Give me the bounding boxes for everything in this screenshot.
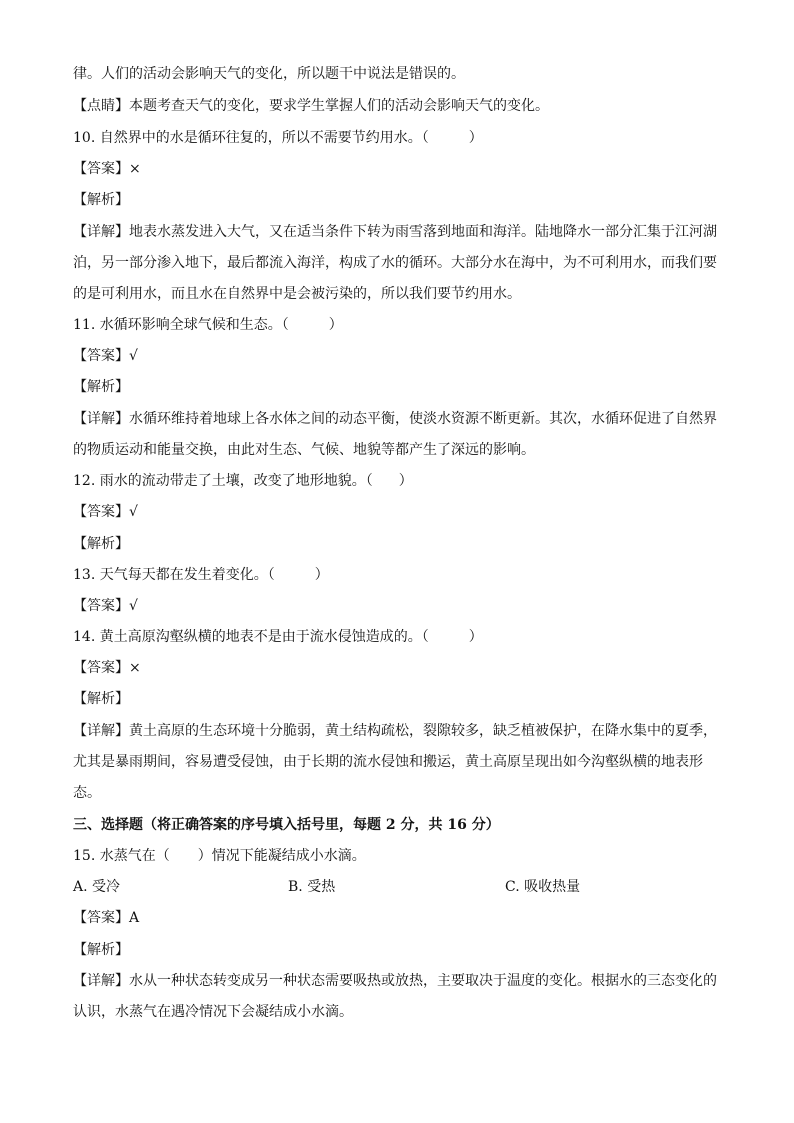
question-text: 10. 自然界中的水是循环往复的，所以不需要节约用水。（ [73,130,429,146]
answer-line: 【答案】√ [73,504,138,520]
detail-line: 【详解】黄土高原的生态环境十分脆弱，黄土结构疏松，裂隙较多，缺乏植被保护，在降水集中的夏季， [73,723,717,739]
question-14 [73,627,483,647]
question-text: 13. 天气每天都在发生着变化。（ [73,567,275,583]
question-bracket: ） [398,473,413,489]
answer-line: 【答案】A [73,910,140,926]
question-15: 15. 水蒸气在（ ）情况下能凝结成小水滴。 [73,848,366,864]
question-10 [73,128,483,148]
tip-line: 【点睛】本题考查天气的变化，要求学生掌握人们的活动会影响天气的变化。 [73,98,549,114]
option-c: C. 吸收热量 [505,879,581,895]
option-a: A. 受冷 [73,879,121,895]
analysis-label: 【解析】 [73,691,129,707]
question-text: 12. 雨水的流动带走了土壤，改变了地形地貌。（ [73,473,373,489]
paragraph-line: 律。人们的活动会影响天气的变化，所以题干中说法是错误的。 [73,66,465,82]
question-bracket: ） [468,130,483,146]
question-bracket: ） [314,567,329,583]
section-heading: 三、选择题（将正确答案的序号填入括号里，每题 2 分，共 16 分） [73,817,500,833]
option-row [73,877,713,897]
answer-line: 【答案】√ [73,348,138,364]
detail-line: 【详解】水循环维持着地球上各水体之间的动态平衡，使淡水资源不断更新。其次，水循环促进了自然界 [73,411,717,427]
detail-line: 认识，水蒸气在遇冷情况下会凝结成小水滴。 [73,1004,353,1020]
question-11 [73,315,343,335]
question-13 [73,565,329,585]
answer-line: 【答案】× [73,660,141,676]
question-12 [73,471,413,491]
option-b: B. 受热 [288,879,336,895]
answer-line: 【答案】× [73,161,141,177]
question-text: 11. 水循环影响全球气候和生态。（ [73,317,289,333]
detail-line: 的是可利用水，而且水在自然界中是会被污染的，所以我们要节约用水。 [73,286,521,302]
detail-line: 尤其是暴雨期间，容易遭受侵蚀，由于长期的流水侵蚀和搬运，黄土高原呈现出如今沟壑纵横的地表形 [73,754,703,770]
analysis-label: 【解析】 [73,379,129,395]
detail-line: 泊，另一部分渗入地下，最后都流入海洋，构成了水的循环。大部分水在海中，为不可利用水，而我们要 [73,255,717,271]
question-bracket: ） [468,629,483,645]
detail-line: 态。 [73,785,101,801]
question-bracket: ） [328,317,343,333]
analysis-label: 【解析】 [73,942,129,958]
detail-line: 【详解】水从一种状态转变成另一种状态需要吸热或放热，主要取决于温度的变化。根据水的三态变化的 [73,973,717,989]
analysis-label: 【解析】 [73,192,129,208]
analysis-label: 【解析】 [73,536,129,552]
detail-line: 的物质运动和能量交换，由此对生态、气候、地貌等都产生了深远的影响。 [73,442,535,458]
question-text: 14. 黄土高原沟壑纵横的地表不是由于流水侵蚀造成的。（ [73,629,429,645]
detail-line: 【详解】地表水蒸发进入大气，又在适当条件下转为雨雪落到地面和海洋。陆地降水一部分汇集于江河湖 [73,224,717,240]
answer-line: 【答案】√ [73,598,138,614]
